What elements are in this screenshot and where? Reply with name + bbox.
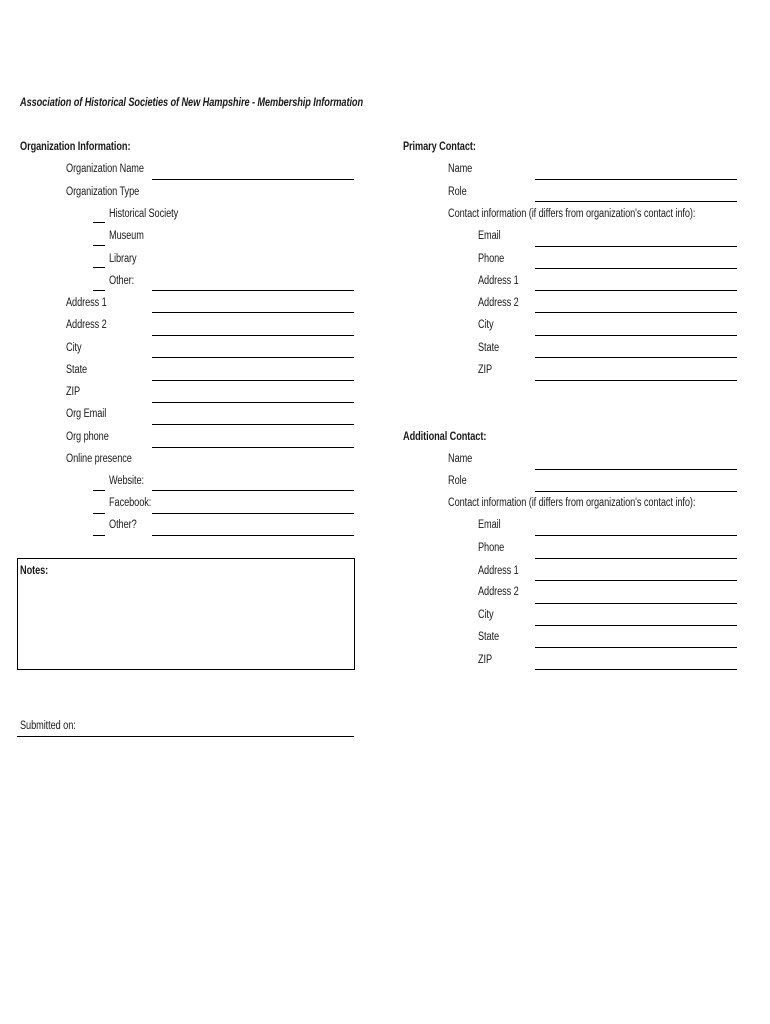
library-option: Library xyxy=(109,253,137,265)
primary-city-label: City xyxy=(478,319,494,331)
other-online-field[interactable] xyxy=(152,535,354,536)
additional-state-label: State xyxy=(478,631,500,643)
page-title: Association of Historical Societies of New Hampshire - Membership Information xyxy=(20,97,363,109)
additional-name-field[interactable] xyxy=(535,469,737,470)
additional-role-field[interactable] xyxy=(535,491,737,492)
primary-address1-label: Address 1 xyxy=(478,275,519,287)
org-zip-field[interactable] xyxy=(152,402,354,403)
notes-label: Notes: xyxy=(20,565,49,577)
primary-contact-heading: Primary Contact: xyxy=(403,141,476,153)
additional-email-field[interactable] xyxy=(535,535,737,536)
historical-society-checkbox[interactable] xyxy=(93,222,105,223)
additional-state-field[interactable] xyxy=(535,647,737,648)
additional-address1-label: Address 1 xyxy=(478,565,519,577)
museum-option: Museum xyxy=(109,230,144,242)
additional-address1-field[interactable] xyxy=(535,580,737,581)
org-city-field[interactable] xyxy=(152,357,354,358)
primary-state-field[interactable] xyxy=(535,357,737,358)
museum-checkbox[interactable] xyxy=(93,245,105,246)
org-heading: Organization Information: xyxy=(20,141,131,153)
facebook-checkbox[interactable] xyxy=(93,513,105,514)
additional-email-label: Email xyxy=(478,519,501,531)
website-field[interactable] xyxy=(152,490,354,491)
org-address2-field[interactable] xyxy=(152,335,354,336)
historical-society-option: Historical Society xyxy=(109,208,179,220)
additional-zip-label: ZIP xyxy=(478,654,493,666)
primary-city-field[interactable] xyxy=(535,335,737,336)
primary-contact-info-label: Contact information (if differs from organization's contact info): xyxy=(448,208,696,220)
primary-name-field[interactable] xyxy=(535,179,737,180)
other-online-checkbox[interactable] xyxy=(93,535,105,536)
notes-box[interactable] xyxy=(17,558,355,670)
primary-phone-field[interactable] xyxy=(535,268,737,269)
additional-phone-label: Phone xyxy=(478,542,505,554)
other-type-option: Other: xyxy=(109,275,135,287)
additional-phone-field[interactable] xyxy=(535,558,737,559)
primary-zip-label: ZIP xyxy=(478,364,493,376)
org-state-label: State xyxy=(66,364,88,376)
primary-email-label: Email xyxy=(478,230,501,242)
primary-address2-label: Address 2 xyxy=(478,297,519,309)
additional-city-label: City xyxy=(478,609,494,621)
online-presence-label: Online presence xyxy=(66,453,132,465)
submitted-on-field[interactable] xyxy=(17,736,354,737)
org-address1-label: Address 1 xyxy=(66,297,107,309)
primary-role-label: Role xyxy=(448,186,467,198)
primary-zip-field[interactable] xyxy=(535,380,737,381)
other-type-field[interactable] xyxy=(152,290,354,291)
additional-city-field[interactable] xyxy=(535,625,737,626)
org-email-label: Org Email xyxy=(66,408,107,420)
org-phone-field[interactable] xyxy=(152,447,354,448)
other-online-option: Other? xyxy=(109,519,137,531)
website-option: Website: xyxy=(109,475,144,487)
additional-role-label: Role xyxy=(448,475,467,487)
primary-address2-field[interactable] xyxy=(535,312,737,313)
submitted-on-label: Submitted on: xyxy=(20,720,76,732)
library-checkbox[interactable] xyxy=(93,267,105,268)
additional-address2-label: Address 2 xyxy=(478,586,519,598)
other-type-checkbox[interactable] xyxy=(93,290,105,291)
org-email-field[interactable] xyxy=(152,424,354,425)
additional-zip-field[interactable] xyxy=(535,669,737,670)
org-type-label: Organization Type xyxy=(66,186,140,198)
org-address2-label: Address 2 xyxy=(66,319,107,331)
org-name-field[interactable] xyxy=(152,179,354,180)
additional-address2-field[interactable] xyxy=(535,603,737,604)
primary-address1-field[interactable] xyxy=(535,290,737,291)
website-checkbox[interactable] xyxy=(93,490,105,491)
org-city-label: City xyxy=(66,342,82,354)
org-state-field[interactable] xyxy=(152,380,354,381)
org-phone-label: Org phone xyxy=(66,431,109,443)
primary-name-label: Name xyxy=(448,163,473,175)
org-name-label: Organization Name xyxy=(66,163,144,175)
facebook-option: Facebook: xyxy=(109,497,152,509)
additional-contact-heading: Additional Contact: xyxy=(403,431,487,443)
org-zip-label: ZIP xyxy=(66,386,81,398)
additional-name-label: Name xyxy=(448,453,473,465)
primary-email-field[interactable] xyxy=(535,246,737,247)
facebook-field[interactable] xyxy=(152,513,354,514)
org-address1-field[interactable] xyxy=(152,312,354,313)
primary-state-label: State xyxy=(478,342,500,354)
primary-phone-label: Phone xyxy=(478,253,505,265)
primary-role-field[interactable] xyxy=(535,201,737,202)
additional-contact-info-label: Contact information (if differs from organization's contact info): xyxy=(448,497,696,509)
